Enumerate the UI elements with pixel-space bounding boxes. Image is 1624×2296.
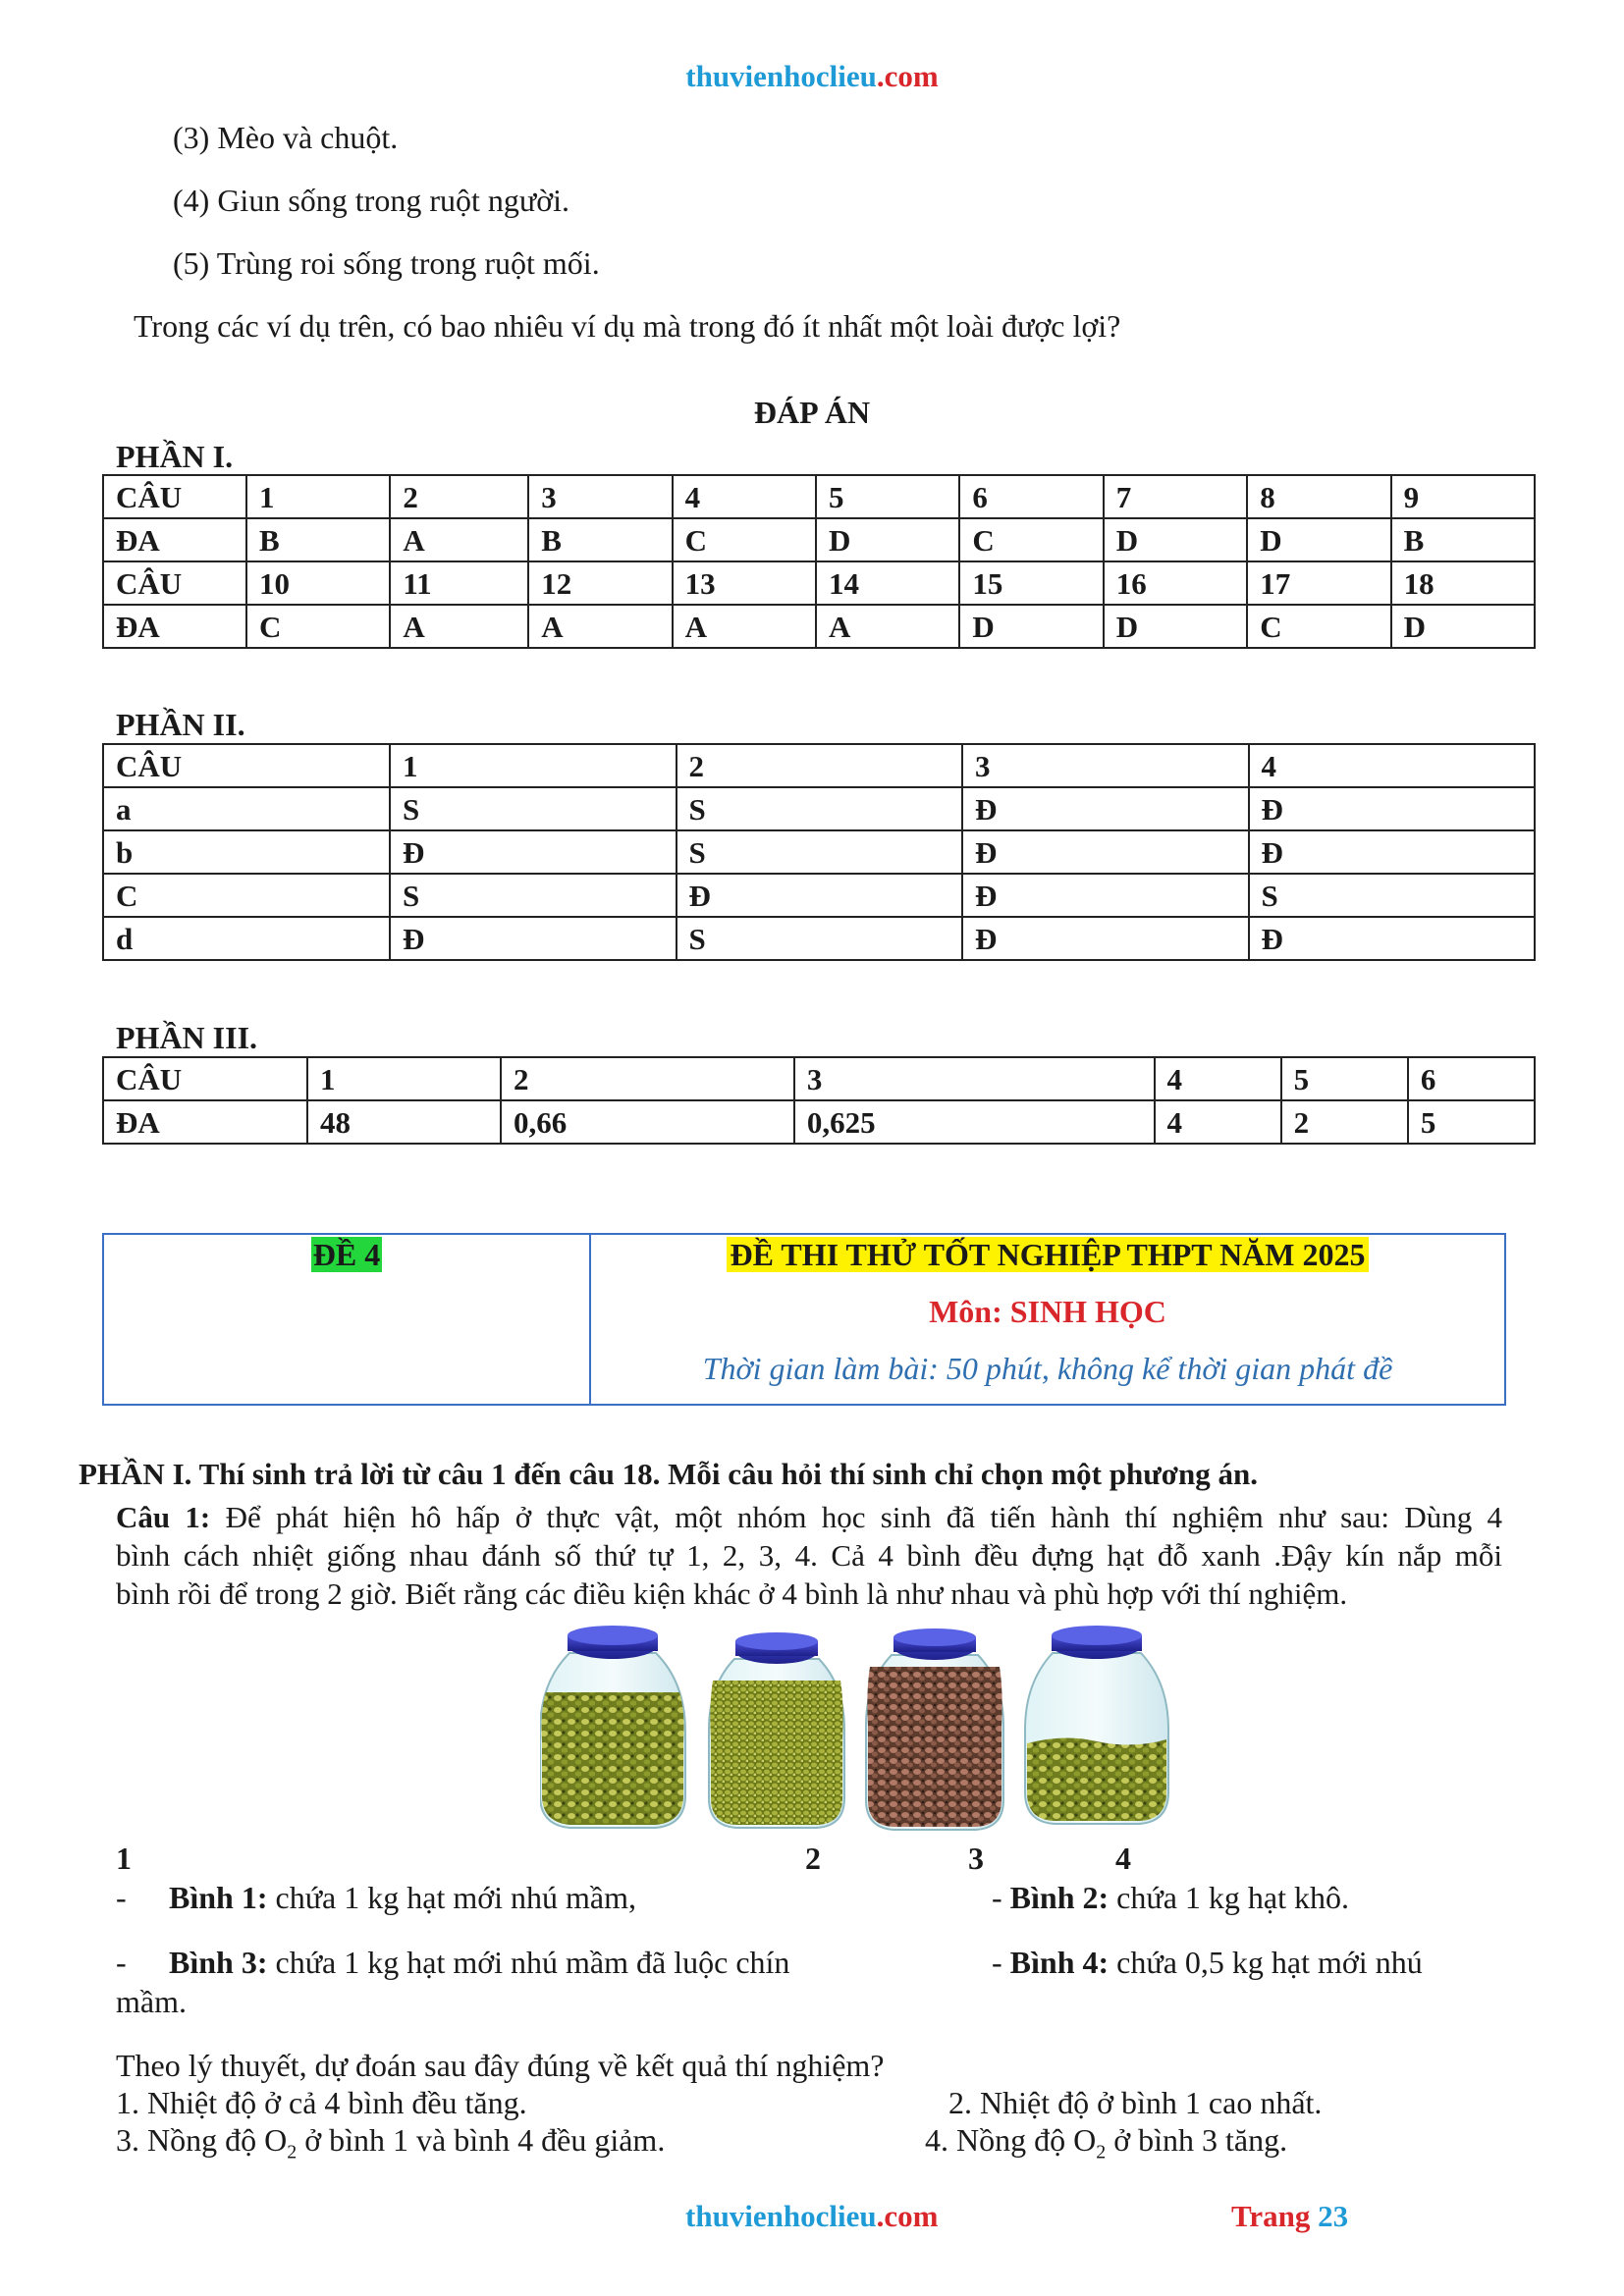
table-row — [103, 1100, 1535, 1144]
table-cell: d — [103, 917, 390, 960]
footer-site-name: thuvienhoclieu — [685, 2199, 877, 2233]
table-cell: 6 — [959, 475, 1103, 518]
table-cell: S — [1249, 874, 1536, 917]
option-4-text-b: ở bình 3 tăng. — [1106, 2122, 1288, 2158]
table-cell: C — [959, 518, 1103, 561]
table-cell: S — [677, 787, 963, 830]
table-row — [103, 744, 1535, 787]
table-cell: 3 — [962, 744, 1249, 787]
table-cell: A — [390, 605, 528, 648]
table-row — [103, 518, 1535, 561]
binh-2-text: chứa 1 kg hạt khô. — [1109, 1880, 1349, 1915]
jar-3 — [866, 1629, 1003, 1830]
table-cell: Đ — [962, 917, 1249, 960]
jars-illustration — [540, 1624, 1178, 1836]
site-name: thuvienhoclieu — [685, 59, 877, 93]
table-cell: 14 — [816, 561, 959, 605]
binh-4: - Bình 4: chứa 0,5 kg hạt mới nhú — [992, 1945, 1423, 1980]
exam-subject: Môn: SINH HỌC — [929, 1294, 1166, 1329]
site-domain: .com — [876, 59, 939, 93]
exam-code-text: ĐỀ 4 — [312, 1237, 381, 1272]
binh-1-label: Bình 1: — [169, 1880, 268, 1915]
table-cell: S — [677, 917, 963, 960]
question-1-label: Câu 1: — [116, 1500, 211, 1534]
table-cell: ĐA — [103, 1100, 307, 1144]
question-prompt: Theo lý thuyết, dự đoán sau đây đúng về kết quả thí nghiệm? — [116, 2048, 885, 2083]
table-cell: Đ — [962, 787, 1249, 830]
table-cell: 0,66 — [501, 1100, 794, 1144]
table-cell: 10 — [246, 561, 390, 605]
table-cell: B — [246, 518, 390, 561]
table-cell: 1 — [307, 1057, 501, 1100]
table-cell: D — [959, 605, 1103, 648]
table-cell: 0,625 — [794, 1100, 1155, 1144]
table-cell: 18 — [1391, 561, 1535, 605]
table-cell: ĐA — [103, 605, 246, 648]
question-1-line-3: bình rồi để trong 2 giờ. Biết rằng các điều kiện khác ở 4 bình là như nhau và phù hợp với thí nghiệm. — [116, 1576, 1348, 1611]
table-cell: 13 — [673, 561, 816, 605]
table-cell: 4 — [1249, 744, 1536, 787]
table-cell: 9 — [1391, 475, 1535, 518]
table-cell: 5 — [1281, 1057, 1408, 1100]
table-cell: B — [528, 518, 672, 561]
table-cell: 4 — [673, 475, 816, 518]
table-row — [103, 787, 1535, 830]
bullet-dash: - — [116, 1945, 127, 1980]
intro-question: Trong các ví dụ trên, có bao nhiêu ví dụ mà trong đó ít nhất một loài được lợi? — [134, 308, 1121, 344]
footer-site-domain: .com — [876, 2199, 939, 2233]
intro-item: (4) Giun sống trong ruột người. — [173, 183, 570, 218]
table-cell: 16 — [1104, 561, 1247, 605]
table-cell: 1 — [246, 475, 390, 518]
table-cell: Đ — [1249, 917, 1536, 960]
option-3-text-b: ở bình 1 và bình 4 đều giảm. — [297, 2122, 666, 2158]
table-cell: S — [390, 787, 677, 830]
table-cell: D — [1104, 518, 1247, 561]
table-cell: 4 — [1155, 1100, 1281, 1144]
table-cell: 15 — [959, 561, 1103, 605]
part1-table — [102, 474, 1536, 649]
table-cell: A — [816, 605, 959, 648]
table-row — [103, 874, 1535, 917]
jar-label-4: 4 — [1115, 1841, 1131, 1876]
table-row — [103, 475, 1535, 518]
table-cell: A — [390, 518, 528, 561]
bullet-dash: - — [116, 1880, 127, 1915]
question-1-text: Để phát hiện hô hấp ở thực vật, một nhóm học sinh đã tiến hành thí nghiệm như sau: Dùng 4 — [210, 1500, 1503, 1534]
table-cell: 2 — [1281, 1100, 1408, 1144]
subscript-2: 2 — [287, 2141, 298, 2163]
binh-4-text: chứa 0,5 kg hạt mới nhú — [1109, 1945, 1423, 1980]
table-cell: 4 — [1155, 1057, 1281, 1100]
table-cell: 5 — [816, 475, 959, 518]
page-no: 23 — [1318, 2199, 1349, 2233]
exam-time: Thời gian làm bài: 50 phút, không kể thời gian phát đề — [702, 1351, 1393, 1386]
table-cell: Đ — [390, 830, 677, 874]
binh-3-text: chứa 1 kg hạt mới nhú mầm đã luộc chín — [267, 1945, 790, 1980]
table-cell: 5 — [1408, 1100, 1535, 1144]
page-label: Trang — [1231, 2199, 1319, 2233]
part3-table — [102, 1056, 1536, 1145]
section1-title: PHẦN I. Thí sinh trả lời từ câu 1 đến câu 18. Mỗi câu hỏi thí sinh chỉ chọn một phương án. — [79, 1457, 1258, 1491]
answers-title: ĐÁP ÁN — [753, 395, 871, 430]
table-cell: 48 — [307, 1100, 501, 1144]
exam-header-box — [102, 1233, 1506, 1406]
table-cell: CÂU — [103, 1057, 307, 1100]
table-cell: Đ — [1249, 787, 1536, 830]
binh-3-label: Bình 3: — [169, 1945, 268, 1980]
binh-1-text: chứa 1 kg hạt mới nhú mầm, — [267, 1880, 637, 1915]
table-cell: C — [1247, 605, 1390, 648]
table-cell: CÂU — [103, 475, 246, 518]
table-cell: D — [1247, 518, 1390, 561]
table-cell: 2 — [390, 475, 528, 518]
table-cell: 3 — [794, 1057, 1155, 1100]
table-cell: 3 — [528, 475, 672, 518]
subscript-2: 2 — [1096, 2141, 1107, 2163]
table-cell: D — [1391, 605, 1535, 648]
part2-table — [102, 743, 1536, 961]
table-cell: S — [390, 874, 677, 917]
exam-title-text: ĐỀ THI THỬ TỐT NGHIỆP THPT NĂM 2025 — [727, 1237, 1370, 1272]
table-cell: Đ — [677, 874, 963, 917]
intro-item: (3) Mèo và chuột. — [173, 120, 399, 155]
option-4-text-a: 4. Nồng độ O — [925, 2122, 1097, 2158]
part3-title: PHẦN III. — [116, 1020, 258, 1055]
table-cell: 12 — [528, 561, 672, 605]
table-row — [103, 605, 1535, 648]
table-cell: 2 — [501, 1057, 794, 1100]
intro-item: (5) Trùng roi sống trong ruột mối. — [173, 245, 600, 281]
table-cell: A — [528, 605, 672, 648]
jar-1 — [540, 1626, 685, 1828]
site-footer — [685, 2199, 939, 2234]
table-cell: Đ — [962, 874, 1249, 917]
table-row — [103, 1057, 1535, 1100]
exam-title — [591, 1235, 1504, 1274]
binh-3 — [169, 1943, 789, 1982]
table-cell: CÂU — [103, 561, 246, 605]
table-row — [103, 561, 1535, 605]
jar-label-1: 1 — [116, 1841, 132, 1876]
table-cell: Đ — [390, 917, 677, 960]
table-cell: 2 — [677, 744, 963, 787]
table-cell: 17 — [1247, 561, 1390, 605]
option-1: 1. Nhiệt độ ở cả 4 bình đều tăng. — [116, 2085, 527, 2120]
table-cell: ĐA — [103, 518, 246, 561]
table-cell: 6 — [1408, 1057, 1535, 1100]
option-2: 2. Nhiệt độ ở bình 1 cao nhất. — [948, 2085, 1323, 2120]
table-cell: Đ — [1249, 830, 1536, 874]
question-1-line-2: bình cách nhiệt giống nhau đánh số thứ tự 1, 2, 3, 4. Cả 4 bình đều đựng hạt đỗ xanh .Đậy kín nắp mỗi — [116, 1538, 1502, 1573]
jar-label-2: 2 — [805, 1841, 821, 1876]
table-cell: C — [673, 518, 816, 561]
table-cell: 11 — [390, 561, 528, 605]
table-cell: CÂU — [103, 744, 390, 787]
table-cell: 8 — [1247, 475, 1390, 518]
table-cell: a — [103, 787, 390, 830]
part1-title: PHẦN I. — [116, 439, 234, 474]
table-cell: Đ — [962, 830, 1249, 874]
jar-2 — [709, 1632, 844, 1828]
part2-title: PHẦN II. — [116, 707, 245, 742]
binh-1 — [169, 1878, 636, 1917]
table-row — [103, 917, 1535, 960]
table-cell: A — [673, 605, 816, 648]
option-3-text-a: 3. Nồng độ O — [116, 2122, 288, 2158]
table-cell: 1 — [390, 744, 677, 787]
binh-4-continued: mầm. — [116, 1984, 187, 2019]
table-cell: C — [103, 874, 390, 917]
page-number — [1231, 2199, 1348, 2234]
option-3 — [116, 2120, 665, 2171]
table-cell: D — [1104, 605, 1247, 648]
table-cell: D — [816, 518, 959, 561]
binh-2: - Bình 2: chứa 1 kg hạt khô. — [992, 1880, 1349, 1915]
binh-4-label: Bình 4: — [1009, 1945, 1110, 1980]
jar-4 — [1025, 1626, 1168, 1824]
table-cell: b — [103, 830, 390, 874]
exam-code — [104, 1235, 589, 1274]
table-cell: 7 — [1104, 475, 1247, 518]
option-4 — [925, 2120, 1287, 2171]
table-row — [103, 830, 1535, 874]
binh-2-label: Bình 2: — [1009, 1880, 1110, 1915]
table-cell: B — [1391, 518, 1535, 561]
table-cell: C — [246, 605, 390, 648]
question-1-line-1 — [116, 1498, 1502, 1537]
table-cell: S — [677, 830, 963, 874]
site-header — [0, 59, 1624, 94]
jar-label-3: 3 — [968, 1841, 984, 1876]
